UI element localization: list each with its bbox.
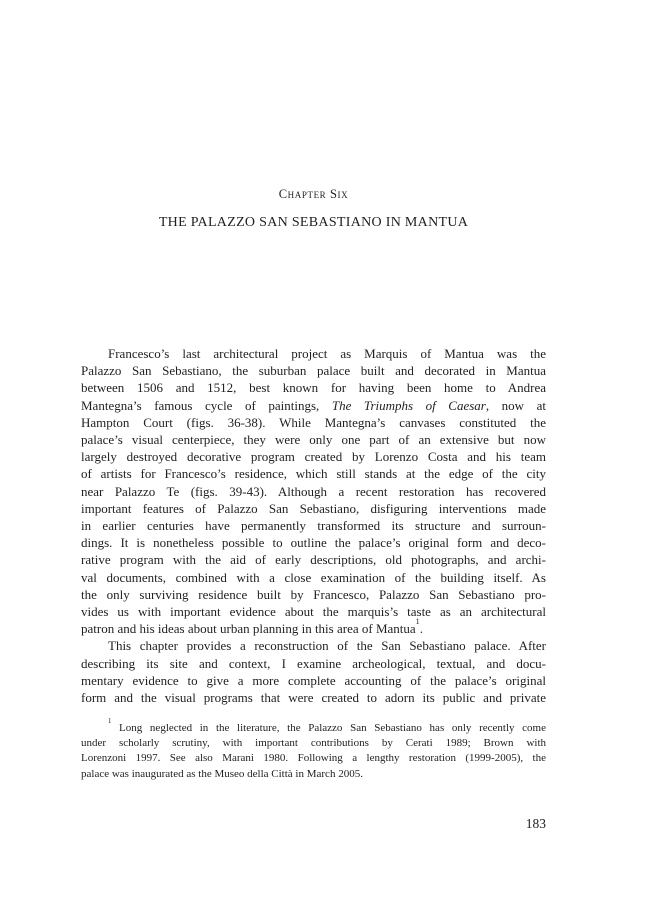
text-line — [81, 637, 546, 654]
text-line — [81, 431, 546, 448]
text-segment: largely destroyed decorative program created by Lorenzo Costa and his team — [81, 449, 546, 465]
text-line — [81, 379, 546, 396]
text-segment: the only surviving residence built by Francesco, Palazzo San Sebastiano pro- — [81, 586, 546, 602]
text-segment: vides us with important evidence about the marquis’s taste as an architectural — [81, 604, 546, 620]
text-line — [81, 483, 546, 500]
text-segment: rative program with the aid of early descriptions, old photographs, and archi- — [81, 552, 546, 568]
footnote-marker: 1 — [415, 617, 420, 627]
text-segment: Palazzo San Sebastiano, the suburban palace built and decorated in Mantua — [81, 363, 546, 379]
text-line — [81, 362, 546, 379]
text-segment: Lorenzoni 1997. See also Marani 1980. Following a lengthy restoration (1999-2005), the — [81, 752, 546, 765]
text-line — [81, 345, 546, 362]
text-line — [81, 603, 546, 620]
text-segment: between 1506 and 1512, best known for having been home to Andrea — [81, 380, 546, 396]
text-line — [81, 465, 546, 482]
text-segment: in earlier centuries have permanently transformed its structure and surroun- — [81, 518, 546, 534]
text-segment: This chapter provides a reconstruction of the San Sebastiano palace. After — [108, 638, 546, 654]
text-line — [81, 534, 546, 551]
text-segment: near Palazzo Te (figs. 39-43). Although a recent restoration has recovered — [81, 483, 546, 499]
text-segment: , now at — [485, 397, 546, 413]
text-segment: val documents, combined with a close examination of the building itself. As — [81, 569, 546, 585]
footnote — [81, 718, 546, 782]
text-line — [81, 517, 546, 534]
text-segment: form and the visual programs that were created to adorn its public and private — [81, 690, 546, 706]
text-line — [81, 617, 546, 637]
text-segment: palace was inaugurated as the Museo della Città in March 2005. — [81, 767, 363, 780]
text-segment: . — [419, 621, 423, 637]
page-number: 183 — [525, 816, 546, 831]
text-line — [81, 586, 546, 603]
text-line — [81, 689, 546, 706]
paragraph-2 — [81, 637, 546, 706]
text-line — [81, 500, 546, 517]
text-segment: Hampton Court (figs. 36-38). While Mantegna’s canvases constituted the — [81, 414, 546, 430]
chapter-title: THE PALAZZO SAN SEBASTIANO IN MANTUA — [158, 215, 469, 230]
text-line — [81, 718, 546, 736]
text-segment: patron and his ideas about urban planning in this area of Mantua — [81, 621, 416, 637]
text-line — [81, 448, 546, 465]
text-line — [81, 414, 546, 431]
text-segment: Long neglected in the literature, the Palazzo San Sebastiano has only recently come — [111, 722, 546, 734]
text-segment: mentary evidence to give a more complete accounting of the palace’s original — [81, 672, 546, 688]
text-segment: under scholarly scrutiny, with important contributions by Cerati 1989; Brown with — [81, 737, 546, 750]
text-line — [81, 655, 546, 672]
text-line — [81, 672, 546, 689]
footnote-marker: 1 — [108, 718, 112, 726]
text-segment: dings. It is nonetheless possible to outline the palace’s original form and deco- — [81, 535, 546, 551]
text-line — [81, 736, 546, 751]
chapter-heading: Chapter Six — [278, 187, 349, 201]
text-line — [81, 551, 546, 568]
text-line — [81, 569, 546, 586]
text-segment: describing its site and context, I examine archeological, textual, and docu- — [81, 655, 546, 671]
text-segment: The Triumphs of Caesar — [331, 397, 486, 413]
text-segment: Francesco’s last architectural project as Marquis of Mantua was the — [108, 346, 546, 361]
text-segment: Mantegna’s famous cycle of paintings, — [81, 397, 332, 413]
text-segment: of artists for Francesco’s residence, which still stands at the edge of the city — [81, 466, 546, 482]
paragraph-1 — [81, 345, 546, 637]
body-text — [81, 345, 546, 706]
text-segment: important features of Palazzo San Sebastiano, disfiguring interventions made — [81, 500, 546, 516]
text-line — [81, 767, 546, 782]
text-segment: palace’s visual centerpiece, they were only one part of an extensive but now — [81, 432, 546, 448]
text-line — [81, 397, 546, 414]
text-line — [81, 751, 546, 766]
